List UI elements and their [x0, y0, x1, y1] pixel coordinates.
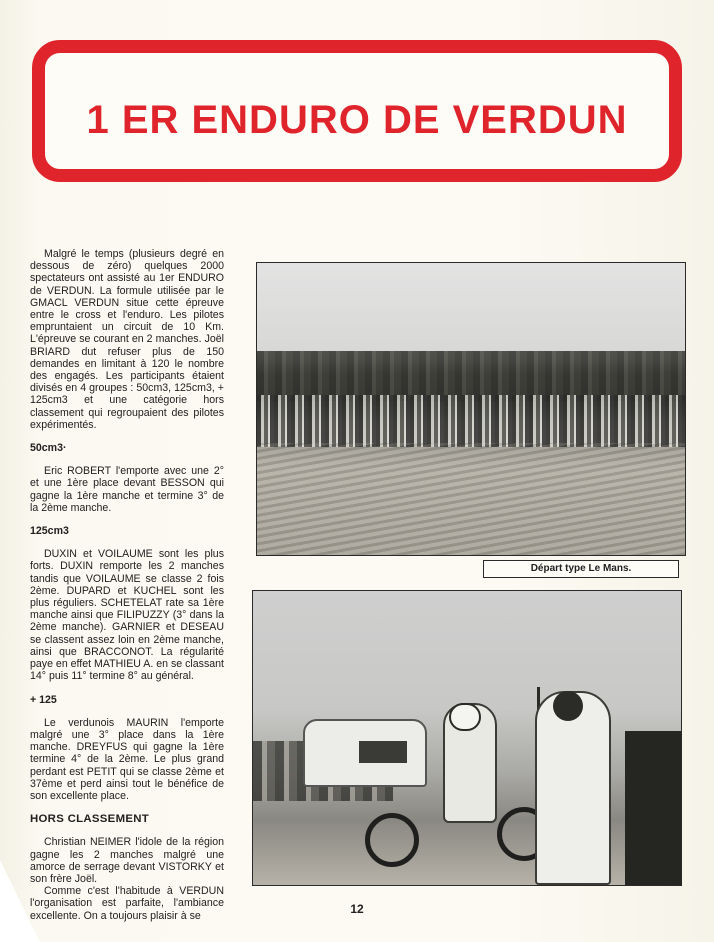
photo-caravan-window [359, 741, 407, 763]
photo-caption: Départ type Le Mans. [483, 560, 679, 578]
photo-official-head [553, 691, 583, 721]
photo-le-mans-start [256, 262, 686, 556]
photo-treeline [257, 351, 685, 401]
section-text-50cm3: Eric ROBERT l'emporte avec une 2° et une 1ère place devant BESSON qui gagne la 1ère manche et termine 3° de la 2ème manche. [30, 465, 224, 514]
section-text-hors-classement: Christian NEIMER l'idole de la région gagne les 2 manches malgré une amorce de serrage devant VISTORKY et son frère Joël. [30, 836, 224, 885]
section-text-plus-125: Le verdunois MAURIN l'emporte malgré une 3° place dans la 1ère manche. DREYFUS qui gagne la 1ère termine 4° de la 2ème. Le plus grand perdant est PETIT qui se classe 2ème et 37ème et perd ainsi tout le bénéfice de son excellente place. [30, 716, 224, 802]
photo-field [257, 443, 685, 555]
article-intro: Malgré le temps (plusieurs degré en dessous de zéro) quelques 2000 spectateurs ont assisté au 1er ENDURO de VERDUN. La formule utilisée par le GMACL VERDUN situe cette épreuve entre le cross et l'enduro. Les pilotes empruntaient un circuit de 10 Km. L'épreuve se courant en 2 manches. Joël BRIARD dut refuser plus de 150 demandes en limitant à 120 le nombre des engagés. Les participants étaient divisés en 4 groupes : 50cm3, 125cm3, + 125cm3 et une catégorie hors classement qui regroupaient des pilotes expérimentés. [30, 248, 224, 431]
photo-riders-running [257, 395, 685, 447]
section-heading-plus-125: + 125 [30, 693, 57, 706]
page-title: 1 ER ENDURO DE VERDUN [86, 98, 628, 142]
photo-helmet [449, 703, 481, 731]
article-closing: Comme c'est l'habitude à VERDUN l'organisation est parfaite, l'ambiance excellente. On a toujours plaisir à se [30, 885, 224, 922]
photo-bystander [625, 731, 681, 885]
article-column [30, 248, 224, 933]
section-heading-hors-classement: HORS CLASSEMENT [30, 813, 150, 826]
section-heading-125cm3: 125cm3 [30, 525, 69, 538]
page-number: 12 [350, 902, 364, 916]
photo-rider-motorcycle [252, 590, 682, 886]
section-heading-50cm3: 50cm3· [30, 442, 67, 455]
section-text-125cm3: DUXIN et VOILAUME sont les plus forts. DUXIN remporte les 2 manches tandis que VOILAUME se classe 2 fois 2ème. DUPARD et KUCHEL sont les plus réguliers. SCHETELAT rate sa 1ère manche ainsi que FILIPUZZY (3° dans la 2ème manche). GARNIER et DESEAU se classent assez loin en 2ème manche, ainsi que BRACCONOT. La régularité paye en effet MATHIEU A. en se classant 14° puis 11° termine 8° au général. [30, 548, 224, 683]
photo-caravan [303, 719, 427, 787]
title-frame [32, 40, 682, 182]
photo-front-wheel [365, 813, 419, 867]
